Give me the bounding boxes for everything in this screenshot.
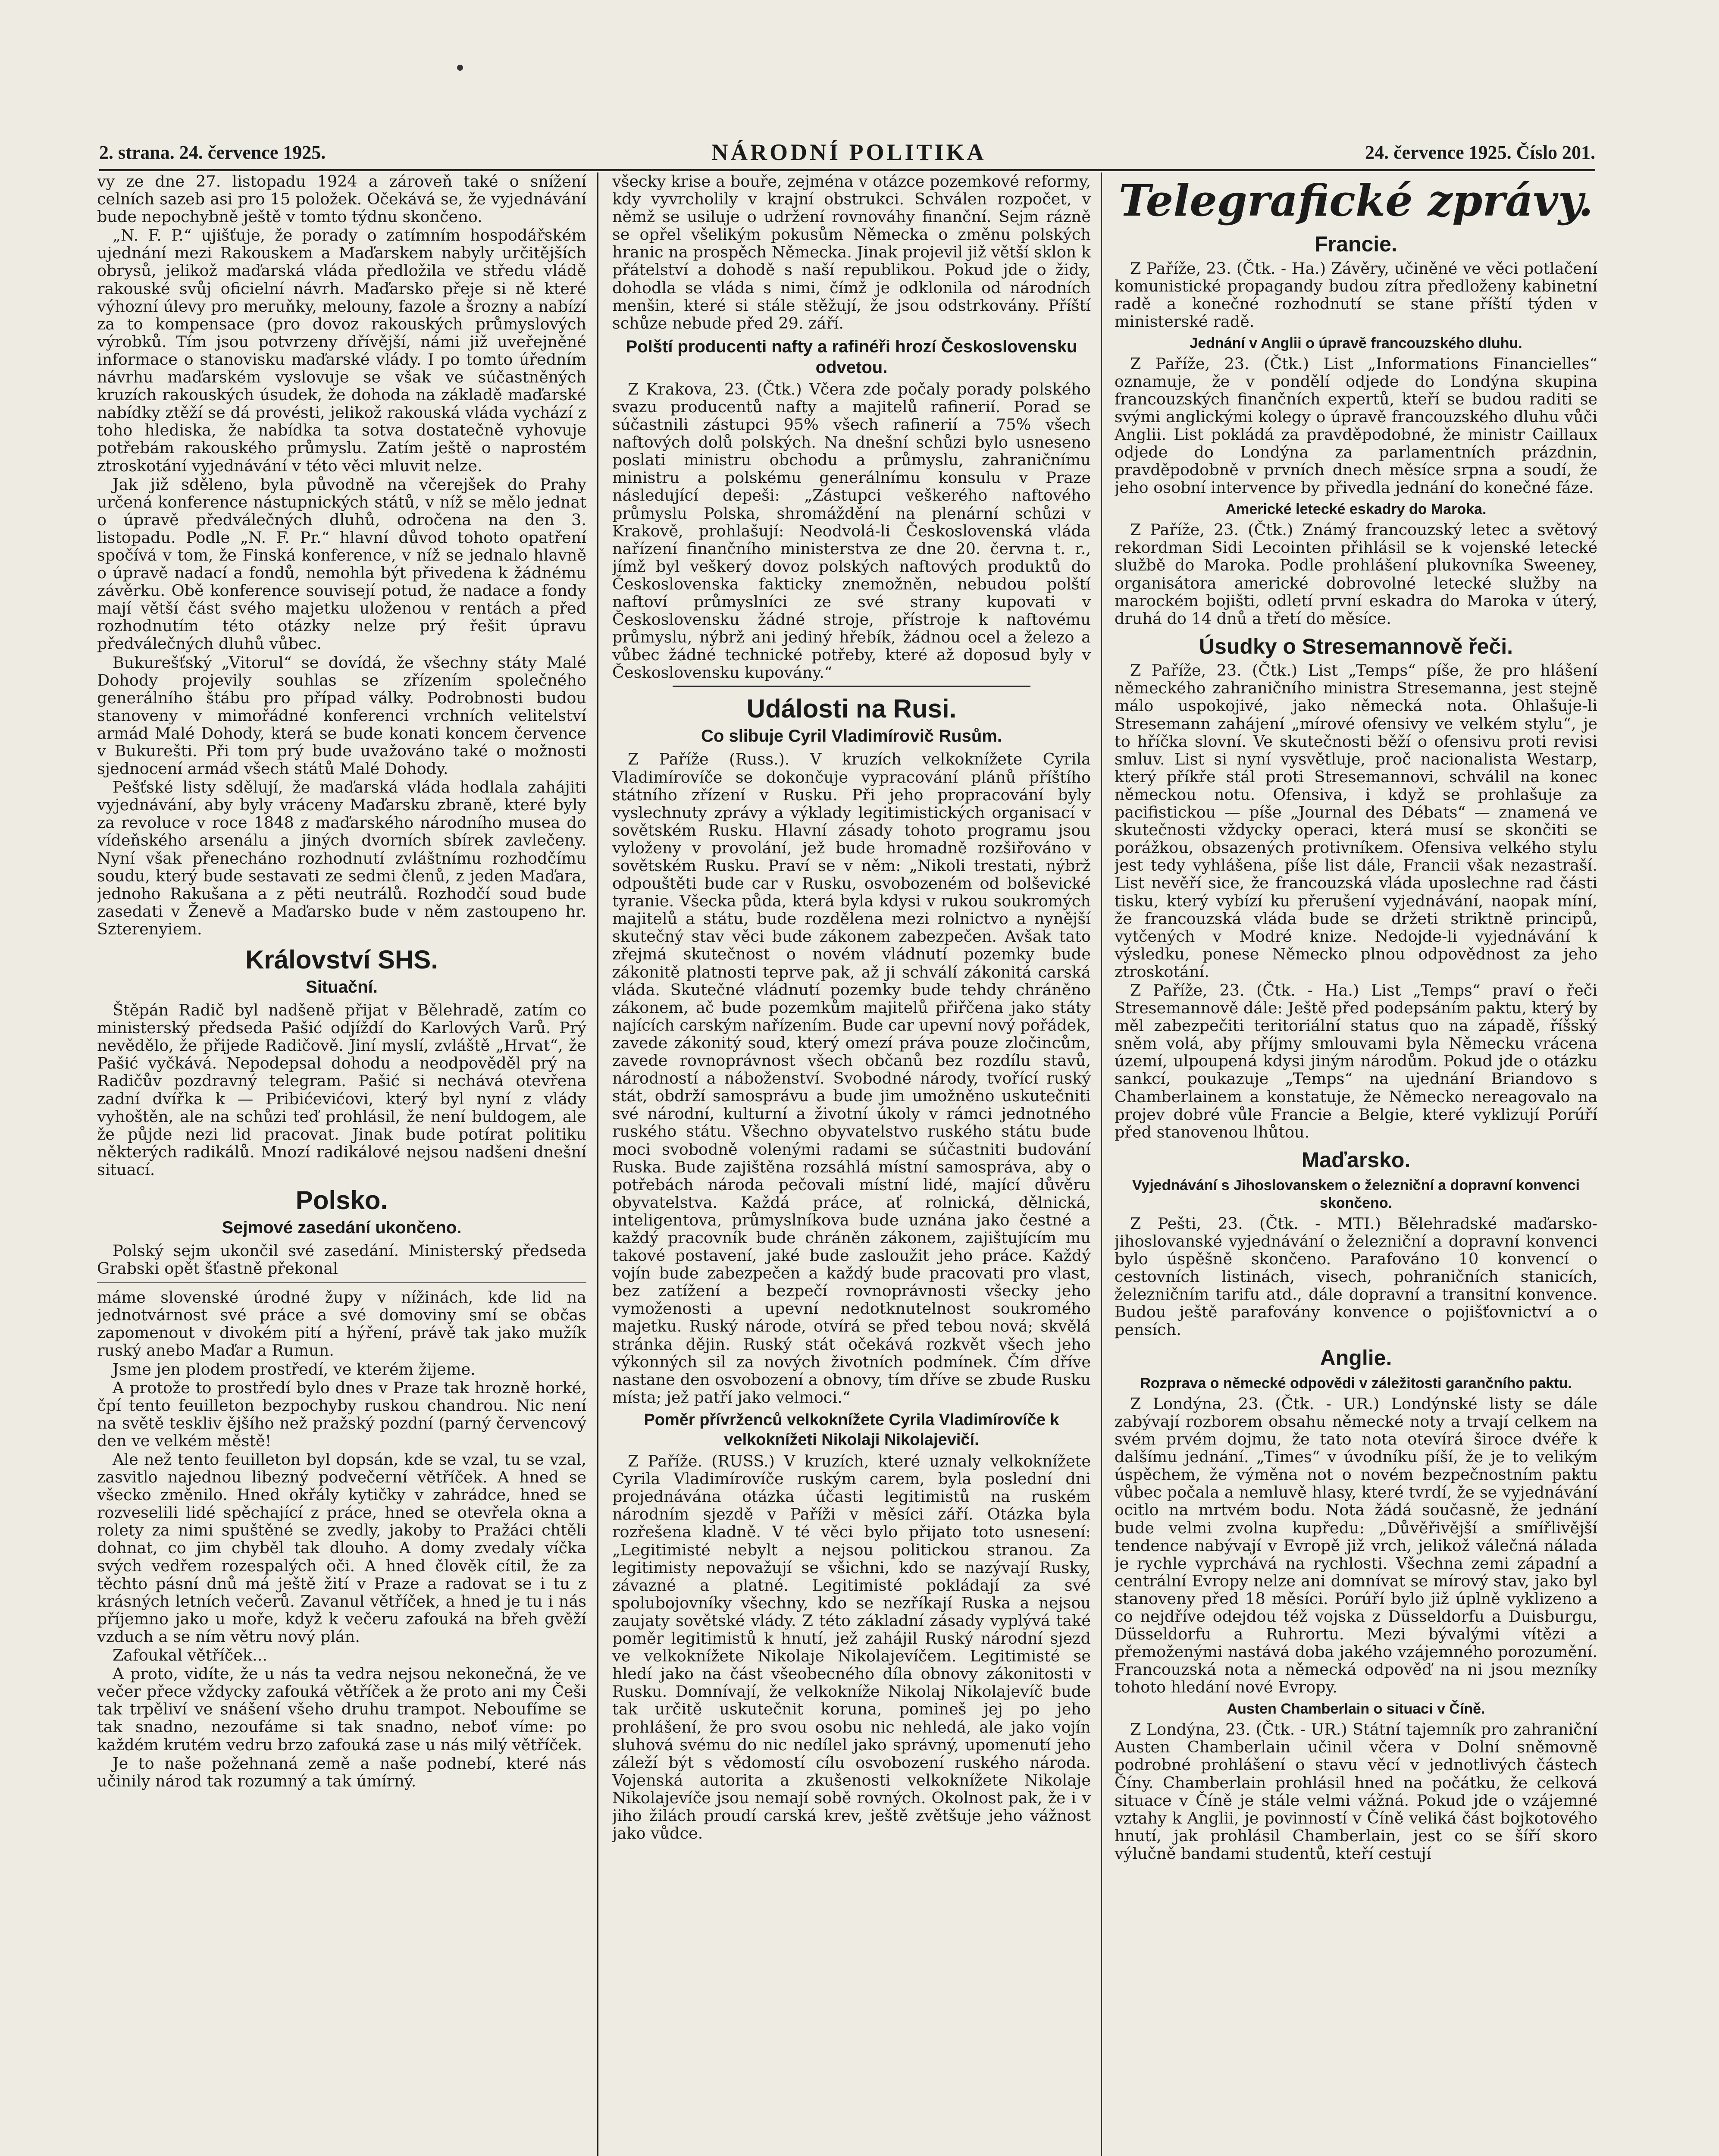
article-paragraph: Z Krakova, 23. (Čtk.) Včera zde počaly porady polského svazu producentů nafty a majitelů rafinerií. Porad se súčastnili zástupci 95% všech rafinerií a 75% všech naftových dolů polských. Na dnešní schůzi bylo usneseno poslati ministru obchodu a průmyslu, zahraničnímu ministru a polskému generálnímu konsulu v Praze následující depeši: „Zástupci veškerého naftového průmyslu Polska, shromáždění na plenární schůzi v Krakově, prohlašují: Neodvolá-li Československá vláda nařízení finančního ministerstva ze dne 20. června t. r., jímž byl veškerý dovoz polských naftových produktů do Československa fakticky znemožněn, nebudou polští naftoví průmyslníci ze své strany kupovati v Československu žádné stroje, přístroje k naftovému průmyslu, nýbrž ani jediný hřebík, žádnou ocel a železo a vůbec žádné technické potřeby, které až doposud byly v Československu kupovány.“: [612, 379, 1091, 682]
section-subtitle-polsko: Sejmové zasedání ukončeno.: [222, 1218, 462, 1237]
article-paragraph: Z Paříže, 23. (Čtk. - Ha.) List „Temps“ praví o řeči Stresemannově dále: Ještě před podepsáním paktu, který by měl zabezpečiti teritoriální status quo na západě, říšský sněm volá, aby příjmy smlouvami byla Německu vrácena území, ulpoupená kdysi jiným národům. Pokud jde o otázku sankcí, poukazuje „Temps“ na ujednání Briandovo s Chamberlainem a konstatuje, že Německo nereagovalo na projev dobré vůle Francie a Belgie, které vyklizují Porúří před stanovenou lhůtou.: [1115, 981, 1597, 1141]
article-paragraph: Štěpán Radič byl nadšeně přijat v Bělehradě, zatím co ministerský předseda Pašić odjíždí do Karlových Varů. Prý nevědělo, že přijede Radičově. Jiní myslí, zvláště „Hrvat“, že Pašić vyčkává. Nepodepsal dohodu a neodpověděl prý na Radičův pozdravný telegram. Pašić si nechává otevřena zadní dvířka k — Pribićevićovi, který byl nyní z vlády vyhoštěn, ale na schůzi teď prohlásil, že není buldogem, ale že půjde nezi lid pracovat. Jinak bude potírat politiku některých radikálů. Mnozí radikálové nejsou nadšeni dnešní situací.: [97, 1001, 586, 1179]
feuilleton-paragraph: A protože to prostředí bylo dnes v Praze tak hrozně horké, čpí tento feuilleton bezpochyby ruskou chandrou. Nic není na světě teskliv ějšího než pražský pozdní (parný červencový den ve velkém městě!: [97, 1378, 586, 1450]
feuilleton-paragraph: Jsme jen plodem prostředí, ve kterém žijeme.: [113, 1360, 476, 1379]
article-paragraph: „N. F. P.“ ujišťuje, že porady o zatímním hospodářském ujednání mezi Rakouskem a Maďarskem nabyly určitějších obrysů, jelikož maďarská vláda předložila ve středu vládě rakouské svůj oficielní návrh. Maďarsko přeje si ně které výhozní úlevy pro meruňky, melouny, fazole a šrozny a nabízí za to kompensace (pro dovoz rakouských průmyslových výrobků. Tím jsou potvrzeny dřívější, námi již uveřejněné informace o stanovisku maďarské vlády. I po tomto úředním návrhu maďarském vyslovuje se však ve súčastněných kruzích rakouských úsudek, že dohoda na základě maďarské nabídky ztěží se dá provésti, jelikož rakouská vláda vychází z toho hlediska, že nabídka ta sotva dostatečně vyhovuje potřebám rakouského průmyslu. Zatím ještě o naprostém ztroskotání vyjednávání v této věci mluvit nelze.: [97, 226, 586, 475]
article-paragraph: Z Pešti, 23. (Čtk. - MTI.) Bělehradské maďarsko-jihoslovanské vyjednávání o železniční a dopravní konvenci bylo úspěšně skončeno. Parafováno 10 konvencí o cestovních listinách, visech, pohraničních stanicích, železničním tarifu atd., dále dopravní a transitní konvence. Budou ještě parafovány konvence o pojišťovnictví a o pensích.: [1115, 1214, 1597, 1339]
section-subtitle-shs: Situační.: [306, 978, 378, 997]
column-divider-2: [1101, 172, 1102, 2156]
article-paragraph: Z Paříže, 23. (Čtk. - Ha.) Závěry, učiněné ve věci potlačení komunistické propagandy budou zítra předloženy kabinetní radě a konečné rozhodnutí se stane příští týden v ministerské radě.: [1115, 259, 1597, 331]
article-paragraph: všecky krise a bouře, zejména v otázce pozemkové reformy, kdy vyvrcholily v krajní obstrukci. Schválen rozpočet, v němž se usiluje o udržení rovnováhy finanční. Sejm rázně se opřel všelikým pokusům Německa o změnu polských hranic na prospěch Německa. Jinak projevil již větší sklon k přátelství a dohodě s naší republikou. Pokud jde o židy, dohodla se vláda s nimi, čímž je odklonila od národních menšin, které si stále stěžují, že jsou odstrkovány. Příští schůze nebude před 29. září.: [612, 172, 1091, 332]
article-paragraph: Z Londýna, 23. (Čtk. - UR.) Státní tajemník pro zahraniční Austen Chamberlain učinil včera v Dolní sněmovně podrobné prohlášení o stavu věcí v jednotlivých částech Číny. Chamberlain prohlásil hned na počátku, že celková situace v Číně je stále velmi vážná. Pokud jde o vzájemné vztahy k Anglii, je povinností v Číně veliká část bojkotového hnutí, jak prohlásil Chamberlain, jest co se šíří skoro výlučně bandami studentů, kteří cestují: [1115, 1720, 1597, 1863]
subheading: Austen Chamberlain o situaci v Číně.: [1227, 1701, 1485, 1717]
section-title-francie: Francie.: [1315, 232, 1397, 256]
column-divider-1: [597, 172, 598, 2156]
section-title-stresemann: Úsudky o Stresemannově řeči.: [1199, 634, 1513, 658]
feuilleton-rule: [97, 1282, 586, 1283]
feuilleton-paragraph: máme slovenské úrodné župy v nížinách, kde lid na jednotvárnost své práce a své domoviny smí se občas zapomenout v divokém pití a hýření, právě tak jako mužík ruský anebo Maďar a Rumun.: [97, 1288, 586, 1360]
article-paragraph: Polský sejm ukončil své zasedání. Ministerský předseda Grabski opět šťastně překonal: [97, 1241, 586, 1278]
section-title-anglie: Anglie.: [1320, 1345, 1392, 1370]
feuilleton-paragraph: Je to naše požehnaná země a naše podnebí, které nás učinily národ tak rozumný a tak úmírný.: [97, 1754, 586, 1790]
article-paragraph: Jak již sděleno, byla původně na včerejšek do Prahy určená konference nástupnických států, v níž se mělo jednat o úpravě předválečných dluhů, odročena na den 3. listopadu. Podle „N. F. Pr.“ hlavní důvod tohoto opatření spočívá v tom, že Finská konference, v níž se jednalo hlavně o úpravě nadací a fondů, nemohla být přivedena k žádnému závěrku. Obě konference souvisejí potud, že nadace a fondy mají větší část svého majetku uloženou v rentách a před rozhodnutím této otázky nelze prý řešit úpravu předválečných dluhů vůbec.: [97, 475, 586, 653]
article-paragraph: Pešťské listy sdělují, že maďarská vláda hodlala zahájiti vyjednávání, aby byly vráceny Maďarsku zbraně, které byly za revoluce v roce 1848 z maďarského národního musea do vídeňského arsenálu a jiných dvorních sbírek zavlečeny. Nyní však přenecháno rozhodnutí zvláštnímu rozhodčímu soudu, který bude sestavati ze sedmi členů, z jeden Maďara, jednoho Rakušana a z pěti neutrálů. Rozhodčí soud bude zasedati v Ženevě a Maďarsko bude v něm zastoupeno hr. Szterenyiem.: [97, 778, 586, 938]
section-title-shs: Království SHS.: [245, 945, 438, 975]
section-title-telegraficke: Telegrafické zprávy.: [1118, 175, 1594, 226]
section-title-polsko: Polsko.: [295, 1185, 388, 1215]
article-paragraph: Z Paříže. (RUSS.) V kruzích, které uznaly velkoknížete Cyrila Vladimírovíče ruským carem, byla poslední dni projednávána otázka účasti legitimistů na ruském národním sjezdě v Paříži v měsíci září. Otázka byla rozřešena kladně. V té věci bylo přijato toto usnesení: „Legitimisté nebylt a nejsou politickou stranou. Za legitimisty nepovažují se všichni, kdo se nazývají Rusky, závazné a platné. Legitimisté pokládají za své spolubojovníky všechny, kdo se nezříkají Ruska a nejsou zaujaty sovětské vlády. Z této základní zásady vyplývá také poměr legitimistů k hnutí, jež zahájil Ruský národní sjezd ve velkoknížete Nikolaje Nikolajevíčem. Legitimisté se hledí jako na část všeobecného díla obnovy zákonitosti v Rusku. Domnívají, že velkokníže Nikolaj Nikolajevíč bude tak určitě uskutečnit koruna, pomineš jej po jeho prohlášení, že pro svou osobu nic nehledá, ale jako vojín sluhová svému do nic nedílel jako správný, upomenutí jeho záleží být s vědomostí cílu osvobození ruského národa. Vojenská autorita a zkušenosti velkoknížete Nikolaje Nikolajevíče jsou nemají sobě rovných. Okolnost pak, že i v jiho žilách proudí carská krev, ještě zvětšuje jeho vážnost jako vůdce.: [612, 1452, 1091, 1843]
feuilleton-paragraph: Ale než tento feuilleton byl dopsán, kde se vzal, tu se vzal, zasvitlo najednou libezný podvečerní větříček. A hned se všecko změnilo. Hned okřály kytičky v zahrádce, hned se rozveselili lidé spěchající z práce, hned se otevřela okna a rolety za nimi spuštěné se zvedly, jakoby to Pražáci chtěli dohnat, co jim chyběl tak dlouho. A domy zvedaly víčka svých vedřem rozespalých oči. A hned člověk cítil, že za těchto pásní dnů má ještě žití v Praze a radovat se i tu z krásných letních večerů. Zavanul větříček, a hned je tu i nás příjemno jako u moře, když k večeru zafouká na břeh gvěží vzduch a se ním větru nový plán.: [97, 1450, 586, 1646]
section-title-madarsko: Maďarsko.: [1301, 1147, 1411, 1172]
subheading: Rozprava o německé odpovědi v záležitosti garančního paktu.: [1140, 1375, 1572, 1392]
header-rule: [99, 169, 1595, 171]
feuilleton-paragraph: A proto, vidíte, že u nás ta vedra nejsou nekonečná, že ve večer přece vždycky zafouká větříček a že proto ani my Češi tak trpěliví ve snášení všeho druhu trampot. Neboufíme se tak snadno, nezoufáme si tak snadno, neboť víme: po každém krutém vedru brzo zafouká zase u nás milý větříček.: [97, 1664, 586, 1754]
header-date-left: 2. strana. 24. července 1925.: [99, 142, 326, 163]
header-issue-right: 24. července 1925. Číslo 201.: [1365, 142, 1595, 163]
column-3: [1115, 172, 1597, 2156]
headline-pomer: Poměr přívrženců velkoknížete Cyrila Vladimírovíče k velkoknížeti Nikolaji Nikolajevičí.: [644, 1410, 1059, 1449]
column-1: [97, 172, 586, 2156]
subheading: Americké letecké eskadry do Maroka.: [1225, 501, 1487, 518]
headline-nafta: Polští producenti nafty a rafinéři hrozí Československu odvetou.: [626, 337, 1077, 377]
article-paragraph: vy ze dne 27. listopadu 1924 a zároveň také o snížení celních sazeb asi pro 15 položek. Očekává se, že vyjednávání bude nepochybně ještě v tomto týdnu skončeno.: [97, 172, 586, 226]
subheading: Jednání v Anglii o úpravě francouzského dluhu.: [1190, 335, 1522, 351]
article-paragraph: Z Londýna, 23. (Čtk. - UR.) Londýnské listy se dále zabývají rozborem obsahu německé noty a trvají celkem na svém prvém dojmu, že tato nota otevírá široce dvéře k dalšímu jednání. „Times“ v úvodníku píší, že je to velikým úspěchem, že výměna not o novém bezpečnostním paktu vůbec počala a nemluvě hlasy, které tvrdí, že se vyjednávání ocitlo na mrtvém bodu. Nota žádá současně, že jednání bude velmi zvolna kupředu: „Důvěřivější a smířlivější tendence nabývají v Evropě již vrch, jelikož válečná nálada je rychle vyprchává na rychlosti. Všechna zemi západní a centrální Evropy nelze ani domnívat se mírový stav, jako byl stanoveny před 18 měsíci. Porúří bylo již úplně vyklizeno a co nejdříve odejdou též vojska z Düsseldorfu a Duisburgu, Düsseldorfu a Ruhrortu. Mezi bývalými vítězi a přemoženými nastává doba jakého vzájemného porozumění. Francouzská nota a německá odpověď na ni jsou mezníky tohoto hledání nové Evropy.: [1115, 1394, 1597, 1697]
section-title-rus: Události na Rusi.: [746, 694, 957, 724]
article-paragraph: Bukurešťský „Vitorul“ se dovídá, že všechny státy Malé Dohody projevily souhlas se zřízením společného generálního štábu pro případ války. Podrobnosti budou stanoveny v mimořádné konferenci vrchních velitelství armád Malé Dohody, která se bude konati koncem července v Bukurešti. Při tom prý bude uvažováno také o možnosti sjednocení armád všech států Malé Dohody.: [97, 653, 586, 778]
subheading: Vyjednávání s Jihoslovanskem o železniční a dopravní konvenci skončeno.: [1132, 1177, 1580, 1212]
article-paragraph: Z Paříže, 23. (Čtk.) List „Informations Financielles“ oznamuje, že v pondělí odjede do Londýna skupina francouzských finančních expertů, kteří se budou raditi se svými anglickými kolegy o úpravě francouzského dluhu vůči Anglii. List pokládá za pravděpodobné, že ministr Caillaux odjede do Londýna za parlamentních prázdnin, pravděpodobně v prvních dnech měsíce srpna a soudí, že jeho osobní intervence by přivedla jednání do konečné fáze.: [1115, 354, 1597, 497]
article-paragraph: Z Paříže, 23. (Čtk.) Známý francouzský letec a světový rekordman Sidi Lecointen přihlásil se k vojenské letecké službě do Maroka. Podle prohlášení plukovníka Sweeney, organisátora americké dobrovolné letecké služby na marockém bojišti, odletí první eskadra do Maroka v úterý, druhá do 14 dnů a třetí do měsíce.: [1115, 520, 1597, 628]
article-paragraph: Z Paříže, 23. (Čtk.) List „Temps“ píše, že pro hlášení německého zahraničního ministra Stresemanna, jest stejně málo uspokojivé, jako německá nota. Ohlašuje-li Stresemann zahájení „mírové ofensivy ve velkém stylu“, je to hříčka slovní. Ve skutečnosti běží o ofensivu proti revisi smluv. List si nyní vysvětluje, proč nacionalista Westarp, který příkře stál proti Stresemannovi, schválil na konec německou notu. Ofensiva, i když se prohlašuje za pacifistickou — píše „Journal des Débats“ — znamená ve skutečnosti vždycky operaci, která musí se skončiti se porážkou, obsazených protivníkem. Ofensiva velkého stylu jest tedy vyhlášena, píše list dále, Francii však nezastraší. List nevěří sice, že francouzská vláda uposlechne rad části tisku, který vybízí ku přerušení vyjednávání, naopak míní, že francouzská vláda bude se držeti striktně principů, vytčených v Modré knize. Nedojde-li vyjednávání k výsledku, ponese Německo plnou odpovědnost za jeho ztroskotání.: [1115, 661, 1597, 981]
feuilleton-paragraph: Zafoukal větříček...: [113, 1646, 268, 1665]
article-paragraph: Z Paříže (Russ.). V kruzích velkoknížete Cyrila Vladimírovíče se dokončuje vypracování plánů příštího státního zřízení v Rusku. Při jeho propracování byly vyslechnuty zprávy a výklady legitimistických organisací v sovětském Rusku. Hlavní zásady tohoto programu jsou vyloženy v provolání, jež bude hromadně rozšiřováno v sovětském Rusku. Praví se v něm: „Nikoli trestati, nýbrž odpouštěti bude car v Rusku, osvobozeném od bolševické tyranie. Všecka půda, která byla kdysi v rukou soukromých majitelů a státu, bude rozdělena mezi rolnictvo a nynější skutečný stav věci bude zákonem zabezpečen. Avšak tato zřejmá skutečnost o novém vládnutí pozemky bude zákonitě platnosti teprve pak, až ji schválí zákonitá carská vláda. Skutečné vládnutí pozemky bude tehdy chráněno zákonem, ač bude pozemkům majitelů přiřčena jako státy najících carským nařízením. Bude car upevní nový pořádek, zavede zákonitý soud, který omezí práva pouze zločincům, zavede rovnoprávnost všech občanů bez rozdílu stavů, národností a náboženství. Svobodné národy, tvořící ruský stát, obdrží samosprávu a bude jim umožněno uskutečniti své národní, kulturní a životní úkoly v rámci jednotného ruského státu. Všechno obyvatelstvo ruského státu bude moci svobodně volenými radami se súčastniti budování Ruska. Bude zajištěna rozsáhlá místní samospráva, aby o potřebách národa pečovali místní lidé, mající důvěru obyvatelstva. Každá práce, ať rolnická, dělnická, inteligentova, průmyslníkova bude uznána jako čestné a každý pracovník bude chráněn zákonem, zajištujícím mu takové postavení, jaké bude zasloužit jeho práce. Každý vojín bude zabezpečen a každý bude pracovati pro vlast, bez zatížení a bezpečí rovnoprávnosti všecky jeho vymoženosti a upevní nedotknutelnost soukromého majetku. Ruský národe, otvírá se před tebou nová; skvělá stránka dějin. Ruský stát očekává rozkvět všech jeho výkonných sil za nových životních podmínek. Čím dříve nastane den osvobození a obnovy, tím dříve se zbude Rusku místa; jež patří jako velmoci.“: [612, 750, 1091, 1407]
section-subtitle-rus: Co slibuje Cyril Vladimírovič Rusům.: [701, 727, 1002, 746]
masthead-title: NÁRODNÍ POLITIKA: [711, 139, 986, 165]
column-2: [612, 172, 1091, 2156]
page-header: [99, 137, 1595, 167]
section-separator: [673, 686, 1030, 687]
ink-spot: [457, 65, 463, 71]
